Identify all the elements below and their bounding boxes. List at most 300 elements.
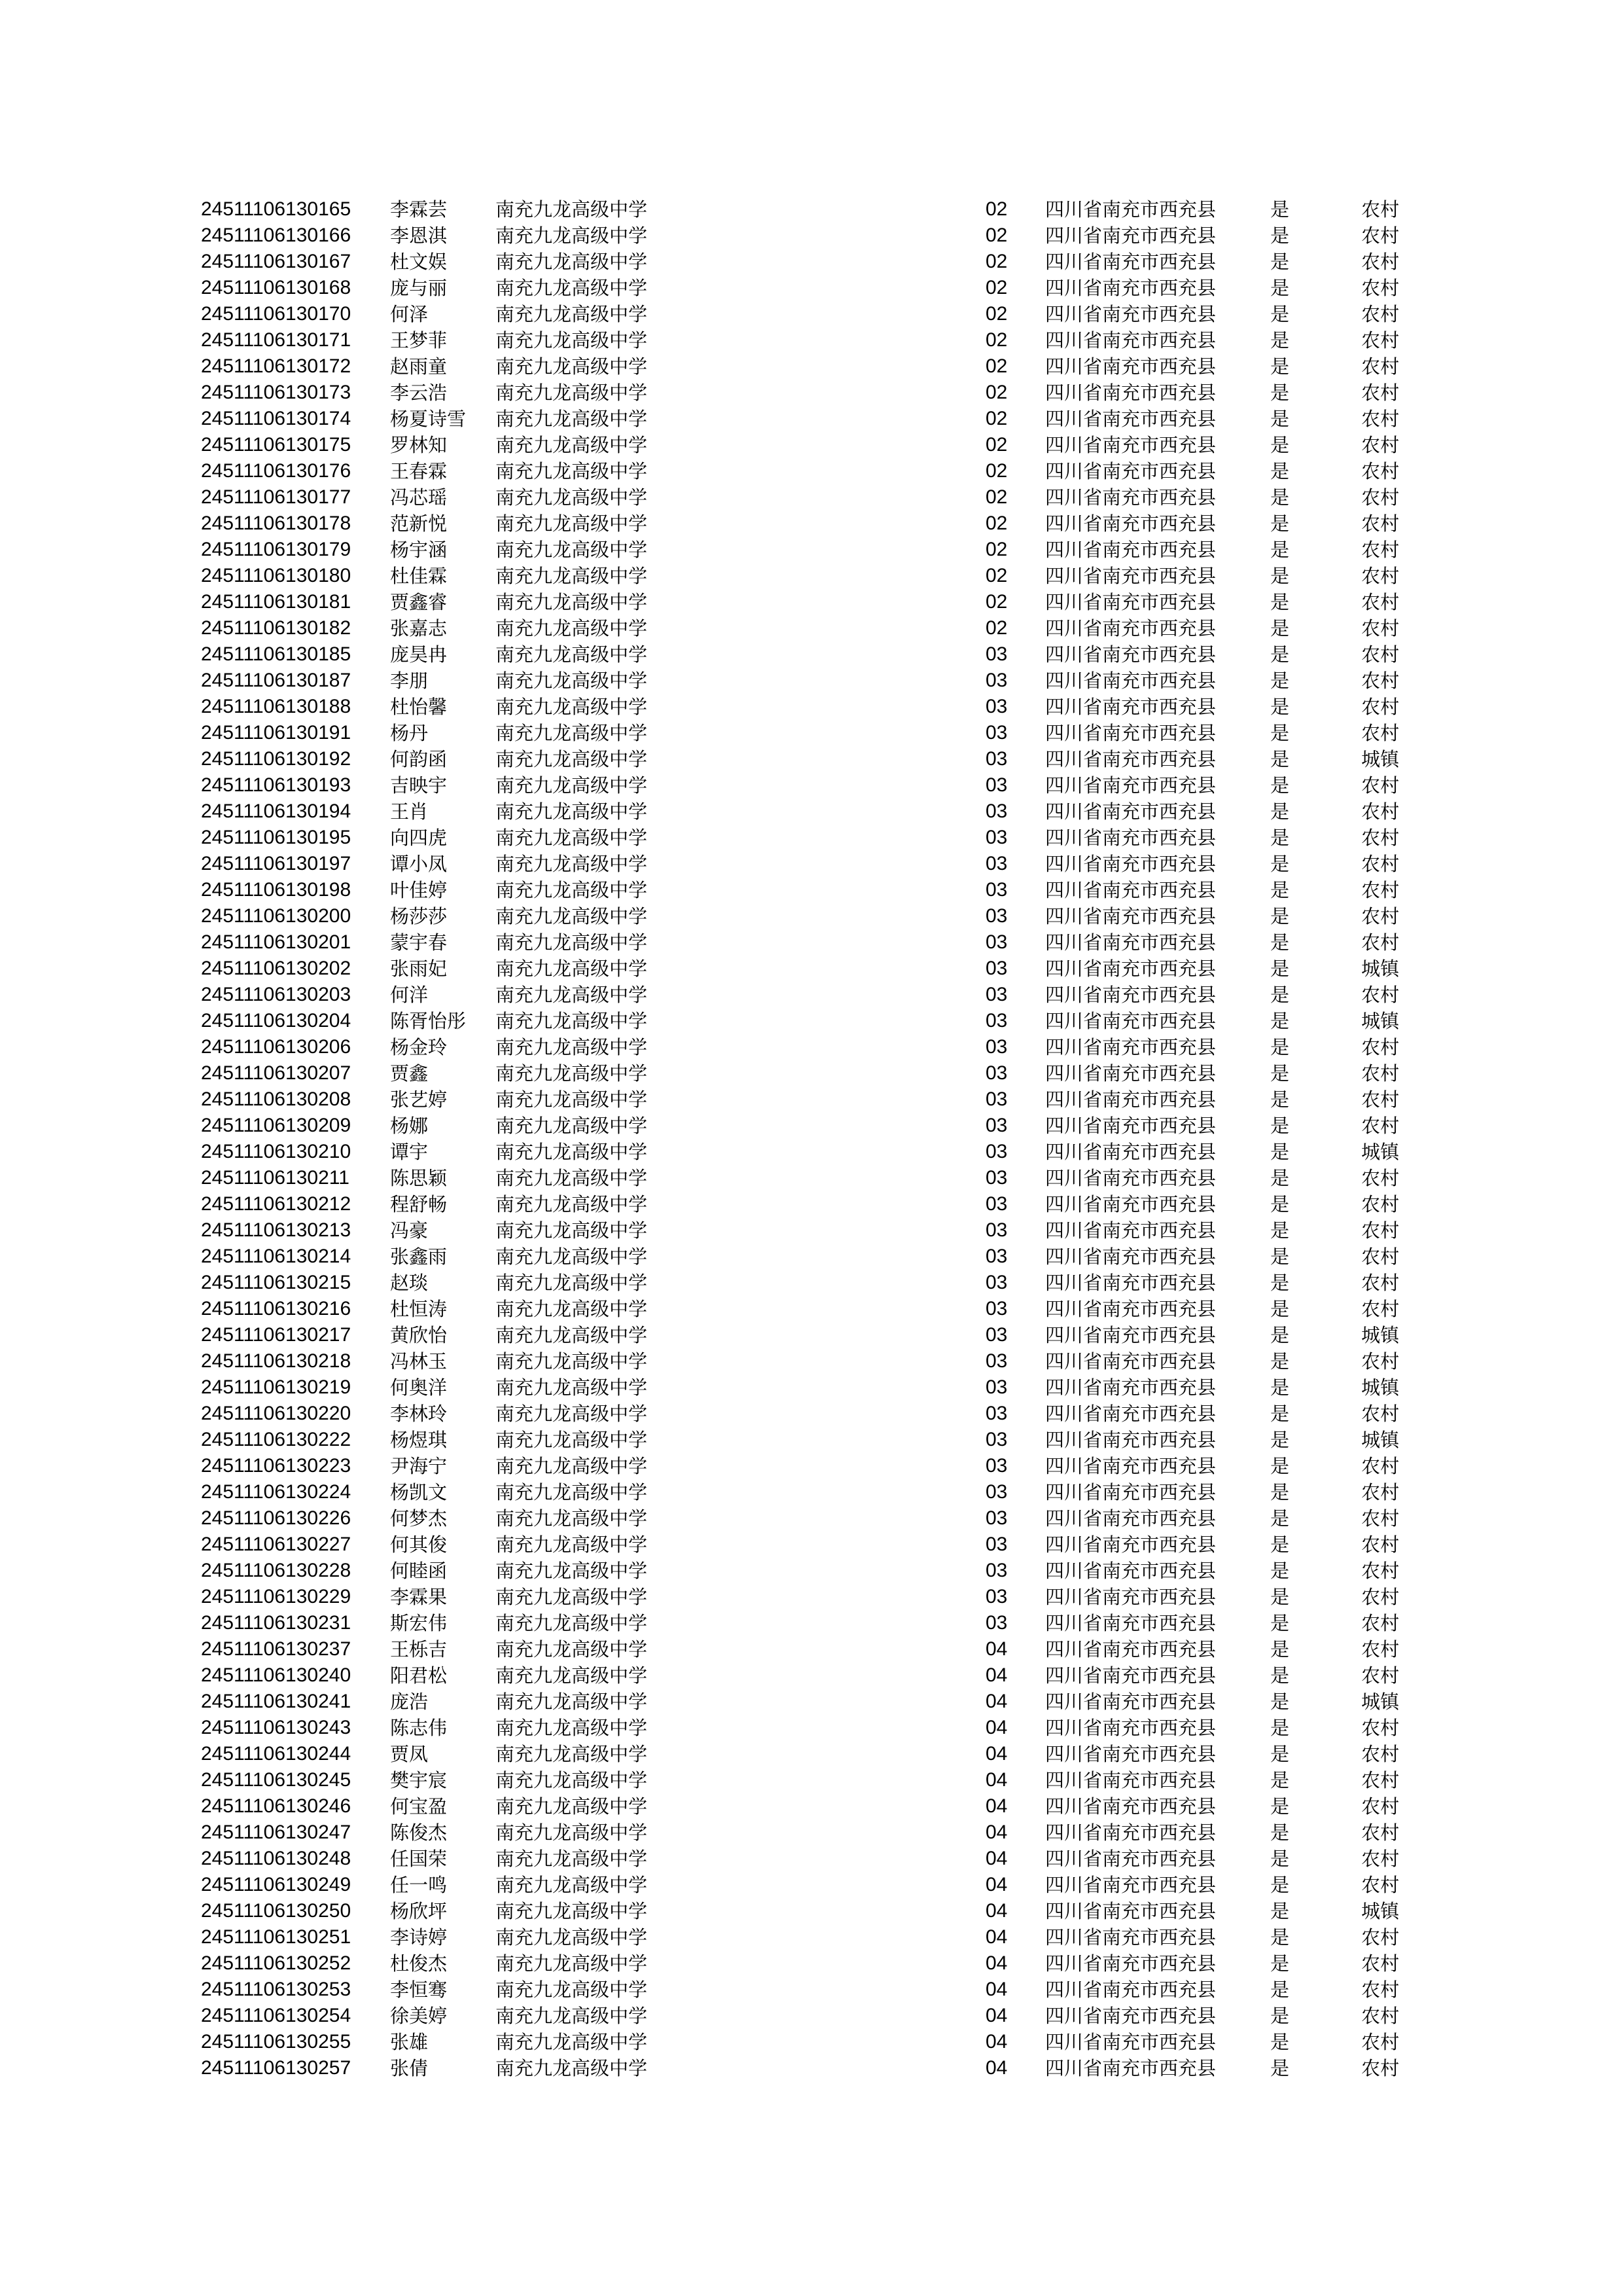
region-cell: 四川省南充市西充县 — [1045, 198, 1217, 221]
region-cell: 四川省南充市西充县 — [1045, 224, 1217, 247]
exam-id-cell: 24511106130220 — [201, 1403, 351, 1424]
table-row — [0, 1322, 1623, 1348]
class-code-cell: 03 — [986, 1298, 1008, 1319]
region-cell: 四川省南充市西充县 — [1045, 879, 1217, 901]
student-name-cell: 何睦函 — [390, 1560, 448, 1582]
local-flag-cell: 是 — [1270, 565, 1290, 587]
exam-id-cell: 24511106130176 — [201, 460, 351, 482]
residence-type-cell: 农村 — [1361, 1507, 1400, 1530]
local-flag-cell: 是 — [1270, 617, 1290, 639]
school-cell: 南充九龙高级中学 — [495, 1900, 648, 1922]
residence-type-cell: 农村 — [1361, 670, 1400, 692]
class-code-cell: 04 — [986, 1900, 1008, 1922]
table-row — [0, 929, 1623, 956]
region-cell: 四川省南充市西充县 — [1045, 617, 1217, 639]
school-cell: 南充九龙高级中学 — [495, 984, 648, 1006]
table-row — [0, 1139, 1623, 1165]
exam-id-cell: 24511106130214 — [201, 1246, 351, 1267]
residence-type-cell: 农村 — [1361, 277, 1400, 299]
table-row — [0, 432, 1623, 458]
region-cell: 四川省南充市西充县 — [1045, 1560, 1217, 1582]
student-name-cell: 徐美婷 — [390, 2005, 448, 2027]
student-name-cell: 庞昊冉 — [390, 643, 448, 666]
region-cell: 四川省南充市西充县 — [1045, 1926, 1217, 1948]
table-row — [0, 825, 1623, 851]
table-row — [0, 458, 1623, 484]
table-row — [0, 1610, 1623, 1636]
table-row — [0, 1191, 1623, 1217]
school-cell: 南充九龙高级中学 — [495, 329, 648, 351]
school-cell: 南充九龙高级中学 — [495, 460, 648, 482]
exam-id-cell: 24511106130195 — [201, 827, 351, 848]
exam-id-cell: 24511106130246 — [201, 1795, 351, 1817]
class-code-cell: 03 — [986, 1115, 1008, 1136]
region-cell: 四川省南充市西充县 — [1045, 722, 1217, 744]
student-name-cell: 何洋 — [390, 984, 429, 1006]
school-cell: 南充九龙高级中学 — [495, 1350, 648, 1372]
student-name-cell: 杜恒涛 — [390, 1298, 448, 1320]
local-flag-cell: 是 — [1270, 827, 1290, 849]
class-code-cell: 03 — [986, 1350, 1008, 1372]
region-cell: 四川省南充市西充县 — [1045, 1376, 1217, 1399]
local-flag-cell: 是 — [1270, 1874, 1290, 1896]
local-flag-cell: 是 — [1270, 931, 1290, 954]
residence-type-cell: 农村 — [1361, 355, 1400, 378]
school-cell: 南充九龙高级中学 — [495, 1429, 648, 1451]
table-row — [0, 668, 1623, 694]
table-row — [0, 1034, 1623, 1060]
region-cell: 四川省南充市西充县 — [1045, 1848, 1217, 1870]
region-cell: 四川省南充市西充县 — [1045, 1167, 1217, 1189]
class-code-cell: 03 — [986, 853, 1008, 874]
student-name-cell: 范新悦 — [390, 512, 448, 535]
region-cell: 四川省南充市西充县 — [1045, 277, 1217, 299]
school-cell: 南充九龙高级中学 — [495, 408, 648, 430]
residence-type-cell: 农村 — [1361, 1795, 1400, 1818]
class-code-cell: 02 — [986, 198, 1008, 220]
school-cell: 南充九龙高级中学 — [495, 879, 648, 901]
table-row — [0, 798, 1623, 825]
region-cell: 四川省南充市西充县 — [1045, 1586, 1217, 1608]
exam-id-cell: 24511106130175 — [201, 434, 351, 456]
class-code-cell: 03 — [986, 1403, 1008, 1424]
residence-type-cell: 农村 — [1361, 1638, 1400, 1660]
class-code-cell: 04 — [986, 1821, 1008, 1843]
local-flag-cell: 是 — [1270, 853, 1290, 875]
residence-type-cell: 农村 — [1361, 722, 1400, 744]
student-name-cell: 陈志伟 — [390, 1717, 448, 1739]
table-row — [0, 851, 1623, 877]
table-row — [0, 1715, 1623, 1741]
class-code-cell: 03 — [986, 1507, 1008, 1529]
local-flag-cell: 是 — [1270, 1010, 1290, 1032]
exam-id-cell: 24511106130248 — [201, 1848, 351, 1869]
exam-id-cell: 24511106130197 — [201, 853, 351, 874]
residence-type-cell: 农村 — [1361, 1821, 1400, 1844]
student-name-cell: 王肖 — [390, 800, 429, 823]
class-code-cell: 02 — [986, 355, 1008, 377]
exam-id-cell: 24511106130181 — [201, 591, 351, 613]
school-cell: 南充九龙高级中学 — [495, 1664, 648, 1687]
region-cell: 四川省南充市西充县 — [1045, 2031, 1217, 2053]
exam-id-cell: 24511106130222 — [201, 1429, 351, 1450]
table-row — [0, 1532, 1623, 1558]
region-cell: 四川省南充市西充县 — [1045, 382, 1217, 404]
region-cell: 四川省南充市西充县 — [1045, 355, 1217, 378]
exam-id-cell: 24511106130219 — [201, 1376, 351, 1398]
residence-type-cell: 农村 — [1361, 800, 1400, 823]
class-code-cell: 04 — [986, 1717, 1008, 1738]
exam-id-cell: 24511106130240 — [201, 1664, 351, 1686]
local-flag-cell: 是 — [1270, 1062, 1290, 1085]
student-name-cell: 贾鑫睿 — [390, 591, 448, 613]
residence-type-cell: 农村 — [1361, 1560, 1400, 1582]
school-cell: 南充九龙高级中学 — [495, 800, 648, 823]
class-code-cell: 02 — [986, 434, 1008, 456]
student-name-cell: 任国荣 — [390, 1848, 448, 1870]
class-code-cell: 04 — [986, 1874, 1008, 1895]
class-code-cell: 03 — [986, 774, 1008, 796]
region-cell: 四川省南充市西充县 — [1045, 408, 1217, 430]
region-cell: 四川省南充市西充县 — [1045, 1403, 1217, 1425]
residence-type-cell: 农村 — [1361, 905, 1400, 927]
exam-id-cell: 24511106130228 — [201, 1560, 351, 1581]
class-code-cell: 04 — [986, 2057, 1008, 2079]
local-flag-cell: 是 — [1270, 1586, 1290, 1608]
local-flag-cell: 是 — [1270, 355, 1290, 378]
class-code-cell: 02 — [986, 251, 1008, 272]
student-name-cell: 阳君松 — [390, 1664, 448, 1687]
student-name-cell: 张雄 — [390, 2031, 429, 2053]
residence-type-cell: 农村 — [1361, 879, 1400, 901]
school-cell: 南充九龙高级中学 — [495, 198, 648, 221]
exam-id-cell: 24511106130247 — [201, 1821, 351, 1843]
local-flag-cell: 是 — [1270, 1141, 1290, 1163]
table-row — [0, 2029, 1623, 2055]
exam-id-cell: 24511106130203 — [201, 984, 351, 1005]
region-cell: 四川省南充市西充县 — [1045, 434, 1217, 456]
local-flag-cell: 是 — [1270, 303, 1290, 325]
class-code-cell: 03 — [986, 643, 1008, 665]
residence-type-cell: 农村 — [1361, 329, 1400, 351]
exam-id-cell: 24511106130215 — [201, 1272, 351, 1293]
residence-type-cell: 农村 — [1361, 1848, 1400, 1870]
local-flag-cell: 是 — [1270, 1638, 1290, 1660]
region-cell: 四川省南充市西充县 — [1045, 1507, 1217, 1530]
region-cell: 四川省南充市西充县 — [1045, 1350, 1217, 1372]
school-cell: 南充九龙高级中学 — [495, 1821, 648, 1844]
exam-id-cell: 24511106130187 — [201, 670, 351, 691]
residence-type-cell: 农村 — [1361, 2005, 1400, 2027]
school-cell: 南充九龙高级中学 — [495, 643, 648, 666]
class-code-cell: 04 — [986, 1769, 1008, 1791]
region-cell: 四川省南充市西充县 — [1045, 1900, 1217, 1922]
local-flag-cell: 是 — [1270, 1088, 1290, 1111]
local-flag-cell: 是 — [1270, 1298, 1290, 1320]
table-row — [0, 720, 1623, 746]
local-flag-cell: 是 — [1270, 1691, 1290, 1713]
exam-id-cell: 24511106130241 — [201, 1691, 351, 1712]
residence-type-cell: 农村 — [1361, 1586, 1400, 1608]
student-name-cell: 黄欣怡 — [390, 1324, 448, 1346]
class-code-cell: 03 — [986, 984, 1008, 1005]
residence-type-cell: 农村 — [1361, 408, 1400, 430]
class-code-cell: 03 — [986, 905, 1008, 927]
region-cell: 四川省南充市西充县 — [1045, 958, 1217, 980]
class-code-cell: 03 — [986, 800, 1008, 822]
exam-id-cell: 24511106130200 — [201, 905, 351, 927]
table-row — [0, 1427, 1623, 1453]
table-row — [0, 1008, 1623, 1034]
region-cell: 四川省南充市西充县 — [1045, 1141, 1217, 1163]
residence-type-cell: 农村 — [1361, 591, 1400, 613]
table-row — [0, 1453, 1623, 1479]
region-cell: 四川省南充市西充县 — [1045, 1743, 1217, 1765]
residence-type-cell: 农村 — [1361, 1403, 1400, 1425]
table-row — [0, 1793, 1623, 1820]
school-cell: 南充九龙高级中学 — [495, 591, 648, 613]
exam-id-cell: 24511106130173 — [201, 382, 351, 403]
table-row — [0, 1086, 1623, 1113]
student-name-cell: 冯豪 — [390, 1219, 429, 1242]
exam-id-cell: 24511106130213 — [201, 1219, 351, 1241]
table-row — [0, 1401, 1623, 1427]
local-flag-cell: 是 — [1270, 460, 1290, 482]
region-cell: 四川省南充市西充县 — [1045, 1193, 1217, 1215]
table-row — [0, 2055, 1623, 2081]
school-cell: 南充九龙高级中学 — [495, 224, 648, 247]
region-cell: 四川省南充市西充县 — [1045, 1036, 1217, 1058]
class-code-cell: 03 — [986, 1455, 1008, 1477]
class-code-cell: 02 — [986, 460, 1008, 482]
local-flag-cell: 是 — [1270, 1979, 1290, 2001]
class-code-cell: 03 — [986, 1167, 1008, 1189]
exam-id-cell: 24511106130185 — [201, 643, 351, 665]
table-row — [0, 1950, 1623, 1977]
student-name-cell: 王栎吉 — [390, 1638, 448, 1660]
local-flag-cell: 是 — [1270, 1848, 1290, 1870]
student-name-cell: 何宝盈 — [390, 1795, 448, 1818]
residence-type-cell: 农村 — [1361, 1743, 1400, 1765]
region-cell: 四川省南充市西充县 — [1045, 1612, 1217, 1634]
residence-type-cell: 农村 — [1361, 1219, 1400, 1242]
student-name-cell: 陈思颖 — [390, 1167, 448, 1189]
school-cell: 南充九龙高级中学 — [495, 1717, 648, 1739]
exam-id-cell: 24511106130174 — [201, 408, 351, 429]
class-code-cell: 03 — [986, 1062, 1008, 1084]
exam-id-cell: 24511106130250 — [201, 1900, 351, 1922]
student-name-cell: 尹海宁 — [390, 1455, 448, 1477]
local-flag-cell: 是 — [1270, 905, 1290, 927]
local-flag-cell: 是 — [1270, 1403, 1290, 1425]
residence-type-cell: 农村 — [1361, 1036, 1400, 1058]
residence-type-cell: 城镇 — [1361, 1691, 1400, 1713]
exam-id-cell: 24511106130171 — [201, 329, 351, 351]
school-cell: 南充九龙高级中学 — [495, 1534, 648, 1556]
local-flag-cell: 是 — [1270, 539, 1290, 561]
table-row — [0, 249, 1623, 275]
local-flag-cell: 是 — [1270, 277, 1290, 299]
residence-type-cell: 农村 — [1361, 198, 1400, 221]
student-name-cell: 何泽 — [390, 303, 429, 325]
residence-type-cell: 农村 — [1361, 251, 1400, 273]
school-cell: 南充九龙高级中学 — [495, 1874, 648, 1896]
table-row — [0, 746, 1623, 772]
class-code-cell: 04 — [986, 1952, 1008, 1974]
local-flag-cell: 是 — [1270, 251, 1290, 273]
school-cell: 南充九龙高级中学 — [495, 1848, 648, 1870]
school-cell: 南充九龙高级中学 — [495, 1638, 648, 1660]
region-cell: 四川省南充市西充县 — [1045, 1219, 1217, 1242]
region-cell: 四川省南充市西充县 — [1045, 748, 1217, 770]
class-code-cell: 03 — [986, 1193, 1008, 1215]
student-name-cell: 杨欣坪 — [390, 1900, 448, 1922]
class-code-cell: 03 — [986, 1376, 1008, 1398]
student-name-cell: 任一鸣 — [390, 1874, 448, 1896]
exam-id-cell: 24511106130244 — [201, 1743, 351, 1765]
local-flag-cell: 是 — [1270, 1769, 1290, 1791]
class-code-cell: 03 — [986, 696, 1008, 717]
region-cell: 四川省南充市西充县 — [1045, 251, 1217, 273]
student-name-cell: 王梦菲 — [390, 329, 448, 351]
exam-id-cell: 24511106130177 — [201, 486, 351, 508]
exam-id-cell: 24511106130168 — [201, 277, 351, 298]
class-code-cell: 04 — [986, 1795, 1008, 1817]
residence-type-cell: 农村 — [1361, 1979, 1400, 2001]
exam-id-cell: 24511106130170 — [201, 303, 351, 325]
student-name-cell: 李林玲 — [390, 1403, 448, 1425]
class-code-cell: 03 — [986, 1429, 1008, 1450]
student-name-cell: 杜怡馨 — [390, 696, 448, 718]
exam-id-cell: 24511106130223 — [201, 1455, 351, 1477]
residence-type-cell: 农村 — [1361, 617, 1400, 639]
student-name-cell: 杨娜 — [390, 1115, 429, 1137]
local-flag-cell: 是 — [1270, 670, 1290, 692]
class-code-cell: 03 — [986, 1560, 1008, 1581]
school-cell: 南充九龙高级中学 — [495, 774, 648, 797]
region-cell: 四川省南充市西充县 — [1045, 1481, 1217, 1503]
region-cell: 四川省南充市西充县 — [1045, 1769, 1217, 1791]
student-name-cell: 何韵函 — [390, 748, 448, 770]
student-name-cell: 李云浩 — [390, 382, 448, 404]
table-row — [0, 1060, 1623, 1086]
residence-type-cell: 城镇 — [1361, 1324, 1400, 1346]
exam-id-cell: 24511106130210 — [201, 1141, 351, 1162]
residence-type-cell: 城镇 — [1361, 1376, 1400, 1399]
class-code-cell: 03 — [986, 1324, 1008, 1346]
region-cell: 四川省南充市西充县 — [1045, 670, 1217, 692]
residence-type-cell: 农村 — [1361, 565, 1400, 587]
class-code-cell: 03 — [986, 1612, 1008, 1634]
student-name-cell: 张倩 — [390, 2057, 429, 2079]
table-row — [0, 537, 1623, 563]
school-cell: 南充九龙高级中学 — [495, 1743, 648, 1765]
local-flag-cell: 是 — [1270, 1272, 1290, 1294]
table-row — [0, 223, 1623, 249]
region-cell: 四川省南充市西充县 — [1045, 827, 1217, 849]
region-cell: 四川省南充市西充县 — [1045, 1664, 1217, 1687]
student-name-cell: 谭宇 — [390, 1141, 429, 1163]
class-code-cell: 04 — [986, 1743, 1008, 1765]
school-cell: 南充九龙高级中学 — [495, 1612, 648, 1634]
class-code-cell: 03 — [986, 958, 1008, 979]
class-code-cell: 03 — [986, 1219, 1008, 1241]
table-row — [0, 1636, 1623, 1662]
table-row — [0, 563, 1623, 589]
school-cell: 南充九龙高级中学 — [495, 1272, 648, 1294]
exam-id-cell: 24511106130208 — [201, 1088, 351, 1110]
student-name-cell: 庞与丽 — [390, 277, 448, 299]
student-name-cell: 赵琰 — [390, 1272, 429, 1294]
school-cell: 南充九龙高级中学 — [495, 1219, 648, 1242]
school-cell: 南充九龙高级中学 — [495, 696, 648, 718]
local-flag-cell: 是 — [1270, 774, 1290, 797]
local-flag-cell: 是 — [1270, 2031, 1290, 2053]
table-row — [0, 1374, 1623, 1401]
student-name-cell: 何其俊 — [390, 1534, 448, 1556]
class-code-cell: 04 — [986, 1926, 1008, 1948]
table-row — [0, 353, 1623, 380]
region-cell: 四川省南充市西充县 — [1045, 931, 1217, 954]
school-cell: 南充九龙高级中学 — [495, 1481, 648, 1503]
student-name-cell: 李霖果 — [390, 1586, 448, 1608]
student-name-cell: 杨煜琪 — [390, 1429, 448, 1451]
table-row — [0, 1165, 1623, 1191]
exam-id-cell: 24511106130180 — [201, 565, 351, 586]
class-code-cell: 03 — [986, 1036, 1008, 1058]
residence-type-cell: 农村 — [1361, 1350, 1400, 1372]
residence-type-cell: 城镇 — [1361, 958, 1400, 980]
exam-id-cell: 24511106130212 — [201, 1193, 351, 1215]
school-cell: 南充九龙高级中学 — [495, 1141, 648, 1163]
table-row — [0, 903, 1623, 929]
residence-type-cell: 农村 — [1361, 1115, 1400, 1137]
student-name-cell: 何梦杰 — [390, 1507, 448, 1530]
exam-id-cell: 24511106130226 — [201, 1507, 351, 1529]
region-cell: 四川省南充市西充县 — [1045, 1717, 1217, 1739]
student-name-cell: 张鑫雨 — [390, 1246, 448, 1268]
school-cell: 南充九龙高级中学 — [495, 382, 648, 404]
student-name-cell: 谭小凤 — [390, 853, 448, 875]
student-name-cell: 杨夏诗雪 — [390, 408, 467, 430]
residence-type-cell: 城镇 — [1361, 1900, 1400, 1922]
table-row — [0, 2003, 1623, 2029]
region-cell: 四川省南充市西充县 — [1045, 905, 1217, 927]
table-row — [0, 1872, 1623, 1898]
residence-type-cell: 农村 — [1361, 303, 1400, 325]
school-cell: 南充九龙高级中学 — [495, 277, 648, 299]
local-flag-cell: 是 — [1270, 1429, 1290, 1451]
local-flag-cell: 是 — [1270, 1560, 1290, 1582]
local-flag-cell: 是 — [1270, 486, 1290, 509]
school-cell: 南充九龙高级中学 — [495, 1455, 648, 1477]
school-cell: 南充九龙高级中学 — [495, 1246, 648, 1268]
residence-type-cell: 城镇 — [1361, 1010, 1400, 1032]
region-cell: 四川省南充市西充县 — [1045, 696, 1217, 718]
local-flag-cell: 是 — [1270, 1717, 1290, 1739]
local-flag-cell: 是 — [1270, 1612, 1290, 1634]
region-cell: 四川省南充市西充县 — [1045, 1246, 1217, 1268]
region-cell: 四川省南充市西充县 — [1045, 1272, 1217, 1294]
region-cell: 四川省南充市西充县 — [1045, 1010, 1217, 1032]
class-code-cell: 03 — [986, 748, 1008, 770]
region-cell: 四川省南充市西充县 — [1045, 512, 1217, 535]
class-code-cell: 02 — [986, 303, 1008, 325]
table-row — [0, 1479, 1623, 1505]
student-name-cell: 杨莎莎 — [390, 905, 448, 927]
residence-type-cell: 农村 — [1361, 2057, 1400, 2079]
residence-type-cell: 农村 — [1361, 1455, 1400, 1477]
